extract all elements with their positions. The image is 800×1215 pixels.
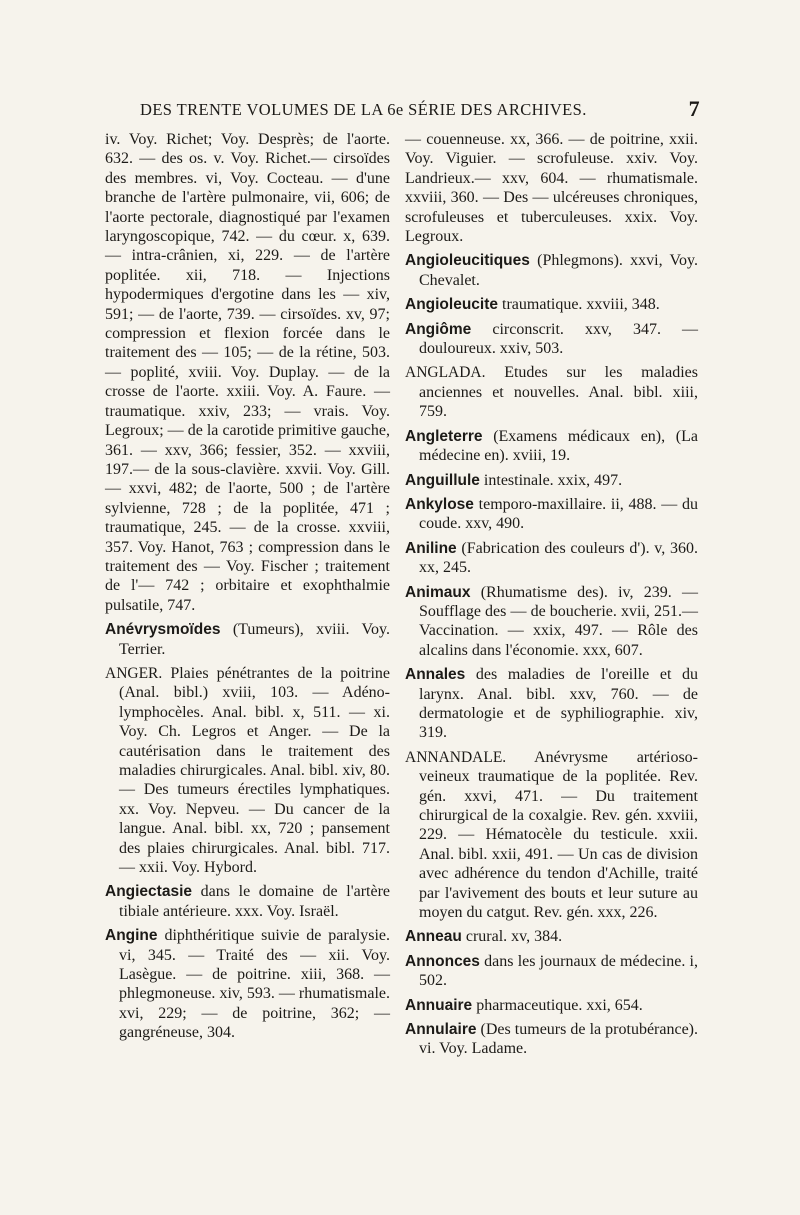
left-column [105, 130, 390, 1048]
header-title: DES TRENTE VOLUMES DE LA 6e SÉRIE DES ARCHIVES. [140, 100, 587, 119]
entry-heading: Annonces [405, 952, 480, 970]
entry-text: crural. xv, 384. [465, 928, 563, 946]
index-entry [405, 495, 698, 534]
right-column [405, 130, 698, 1064]
entry-text: (Examens médicaux en), (La médecine en). xviii, 19. [419, 427, 698, 465]
entry-text: dans le domaine de l'artère tibiale antérieure. xxx. Voy. Israël. [119, 883, 390, 920]
entry-text: iv. Voy. Richet; Voy. Desprès; de l'aorte. 632. — des os. v. Voy. Richet.— cirsoïdes des membres. vi, Voy. Cocteau. — d'une branche de l'artère pulmonaire, vii, 606; de l'aorte pectorale, diagnostiqué par l'examen laryngoscopique, 742. — du cœur. x, 639. — intra-crânien, xi, 229. — de l'artère poplitée. xii, 718. — Injections hypodermiques d'ergotine dans les — xiv, 591; — de l'aorte, 739. — cirsoïdes. xv, 97; compression et flexion forcée dans le traitement des — 105; — de la rétine, 503.— poplité, xviii. Voy. Duplay. — de la crosse de l'aorte. xxiii. Voy. A. Faure. — traumatique. xxiv, 233; — vrais. Voy. Legroux; — de la carotide primitive gauche, 361. — xxv, 366; fessier, 352. — xxviii, 197.— de la sous-clavière. xxvii. Voy. Gill. — xxvi, 482; de l'aorte, 500 ; de l'artère sylvienne, 728 ; de la poplitée, 471 ; traumatique, 245. — de la crosse. xxviii, 357. Voy. Hanot, 763 ; compression dans le traitement des — Voy. Fischer ; traitement de l'— 742 ; orbitaire et exophthalmie pulsatile, 747. [105, 131, 390, 614]
entry-text: Anévrysme artérioso-veineux traumatique de la poplitée. Rev. gén. xxvi, 471. — Du traitement chirurgical de la coxalgie. Rev. gén. xxviii, 229. — Hématocèle du testicule. xxii. Anal. bibl. xxii, 491. — Un cas de division avec adhérence du tendon d'Achille, traité par l'avivement des bouts et leur suture au moyen du catgut. Rev. gén. xxx, 226. [419, 748, 698, 922]
entry-text: Etudes sur les maladies anciennes et nouvelles. Anal. bibl. xiii, 759. [419, 364, 698, 421]
entry-text: intestinale. xxix, 497. [483, 471, 623, 489]
index-entry [405, 471, 698, 490]
entry-heading: Ankylose [405, 495, 474, 513]
entry-text: circonscrit. xxv, 347. — douloureux. xxiv, 503. [419, 320, 699, 358]
entry-text: — couenneuse. xx, 366. — de poitrine, xxii. Voy. Viguier. — scrofuleuse. xxiv. Voy. Landrieux.— xxv, 604. — rhumatismale. xxviii, 360. — Des — ulcéreuses chroniques, scrofuleuses et tuberculeuses. xxix. Voy. Legroux. [405, 131, 698, 246]
index-entry [405, 927, 698, 946]
entry-text: (Rhumatisme des). iv, 239. — Soufflage des — de boucherie. xvii, 251.— Vaccination. — xxix, 497. — Rôle des alcalins dans l'économie. xxx, 607. [419, 583, 698, 659]
index-entry [405, 251, 698, 290]
entry-text: diphthéritique suivie de paralysie. vi, 345. — Traité des — xii. Voy. Lasègue. — de poitrine. xiii, 368. — phlegmoneuse. xiv, 593. — rhumatismale. xvi, 229; — de poitrine, 362; — gangréneuse, 304. [119, 927, 391, 1042]
entry-heading: Anguillule [405, 471, 480, 489]
entry-heading: ANGER. [105, 664, 163, 682]
entry-heading: Annuaire [405, 996, 473, 1014]
entry-text: (Des tumeurs de la protubérance). vi. Voy. Ladame. [419, 1021, 699, 1058]
entry-heading: ANNANDALE. [405, 748, 507, 766]
entry-text: (Tumeurs), xviii. Voy. Terrier. [119, 621, 390, 658]
index-entry [405, 539, 698, 578]
entry-text: Plaies pénétrantes de la poitrine (Anal. bibl.) xviii, 103. — Adéno-lymphocèles. Anal. bibl. x, 511. — xi. Voy. Ch. Legros et Anger. — De la cautérisation dans le traitement des maladies chirurgicales. Anal. bibl. xiv, 80. — Des tumeurs érectiles lymphatiques. xx. Voy. Nepveu. — Du cancer de la langue. Anal. bibl. xx, 720 ; pansement des plaies chirurgicales. Anal. bibl. 717. — xxii. Voy. Hybord. [119, 664, 391, 877]
index-entry [105, 926, 390, 1042]
index-entry [105, 664, 390, 877]
index-entry [405, 996, 698, 1015]
entry-heading: ANGLADA. [405, 364, 486, 382]
entry-heading: Angioleucitiques [405, 252, 530, 270]
index-entry [105, 620, 390, 659]
index-entry [405, 748, 698, 923]
entry-text: pharmaceutique. xxi, 654. [476, 996, 643, 1014]
entry-text: dans les journaux de médecine. i, 502. [419, 952, 699, 990]
index-entry [405, 363, 698, 421]
index-entry [405, 1020, 698, 1059]
page-number: 7 [688, 96, 700, 121]
index-entry [405, 130, 698, 246]
index-entry [405, 665, 698, 743]
index-entry [405, 427, 698, 466]
entry-text: (Phlegmons). xxvi, Voy. Chevalet. [419, 252, 698, 289]
entry-heading: Angiectasie [105, 883, 193, 901]
entry-heading: Angiôme [405, 320, 472, 338]
entry-heading: Anévrysmoïdes [105, 621, 221, 639]
entry-text: traumatique. xxviii, 348. [502, 296, 660, 314]
running-header [140, 96, 700, 126]
entry-heading: Annulaire [405, 1021, 477, 1039]
entry-heading: Angine [105, 927, 158, 945]
index-entry [405, 583, 698, 661]
entry-heading: Aniline [405, 539, 457, 557]
entry-heading: Angioleucite [405, 296, 499, 314]
entry-text: temporo-maxillaire. ii, 488. — du coude. xxv, 490. [419, 495, 698, 533]
entry-heading: Annales [405, 666, 466, 684]
index-entry [405, 320, 698, 359]
index-entry [405, 295, 698, 314]
entry-heading: Anneau [405, 928, 462, 946]
index-entry [105, 130, 390, 615]
entry-text: (Fabrication des couleurs d'). v, 360. xx, 245. [419, 539, 699, 577]
index-entry [105, 882, 390, 921]
index-entry [405, 952, 698, 991]
entry-heading: Angleterre [405, 427, 483, 445]
entry-heading: Animaux [405, 583, 471, 601]
entry-text: des maladies de l'oreille et du larynx. Anal. bibl. xxv, 760. — de dermatologie et de syphiliographie. xiv, 319. [419, 666, 698, 742]
